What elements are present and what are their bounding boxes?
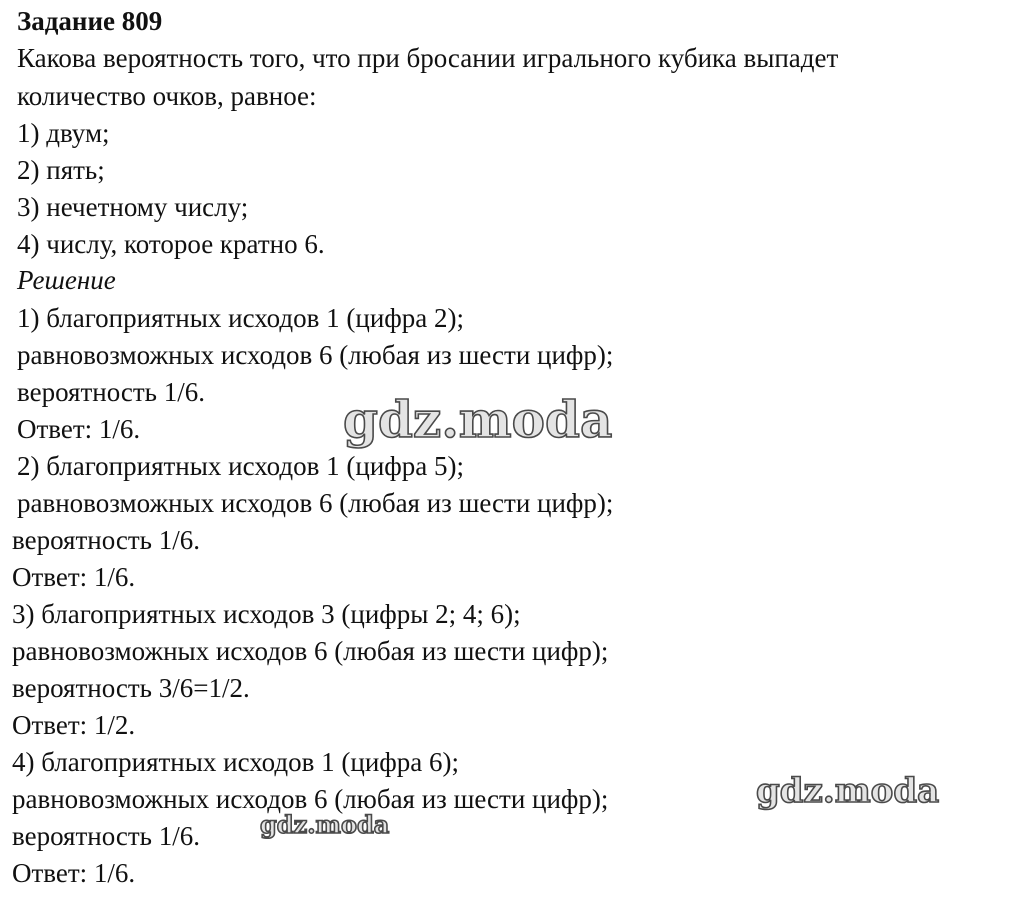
solution-heading: Решение — [17, 265, 116, 295]
watermark-logo: gdz.moda — [756, 771, 940, 811]
solution-line: вероятность 1/6. — [12, 821, 200, 851]
answer-line: Ответ: 1/6. — [12, 858, 136, 888]
solution-line: равновозможных исходов 6 (любая из шести цифр); — [17, 340, 614, 370]
solution-line: 3) благоприятных исходов 3 (цифры 2; 4; 6); — [12, 599, 521, 629]
solution-line: вероятность 3/6=1/2. — [12, 673, 250, 703]
solution-line: вероятность 1/6. — [17, 377, 205, 407]
answer-line: Ответ: 1/2. — [12, 710, 136, 740]
solution-line: 2) благоприятных исходов 1 (цифра 5); — [17, 451, 464, 481]
watermark-logo: gdz.moda — [260, 810, 390, 839]
task-title: Задание 809 — [17, 6, 163, 36]
solution-line: 1) благоприятных исходов 1 (цифра 2); — [17, 303, 464, 333]
question-option: 1) двум; — [17, 118, 110, 148]
solution-line: 4) благоприятных исходов 1 (цифра 6); — [12, 747, 459, 777]
solution-line: равновозможных исходов 6 (любая из шести цифр); — [12, 636, 609, 666]
solution-line: вероятность 1/6. — [12, 525, 200, 555]
question-option: 3) нечетному числу; — [17, 192, 249, 222]
question-option: 4) числу, которое кратно 6. — [17, 229, 325, 259]
answer-line: Ответ: 1/6. — [12, 562, 136, 592]
answer-line: Ответ: 1/6. — [17, 414, 141, 444]
question-line: Какова вероятность того, что при бросании игрального кубика выпадет — [17, 43, 839, 73]
solution-line: равновозможных исходов 6 (любая из шести цифр); — [17, 488, 614, 518]
question-line: количество очков, равное: — [17, 81, 317, 111]
watermark-logo: gdz.moda — [343, 390, 613, 449]
solution-line: равновозможных исходов 6 (любая из шести цифр); — [12, 784, 609, 814]
question-option: 2) пять; — [17, 155, 105, 185]
